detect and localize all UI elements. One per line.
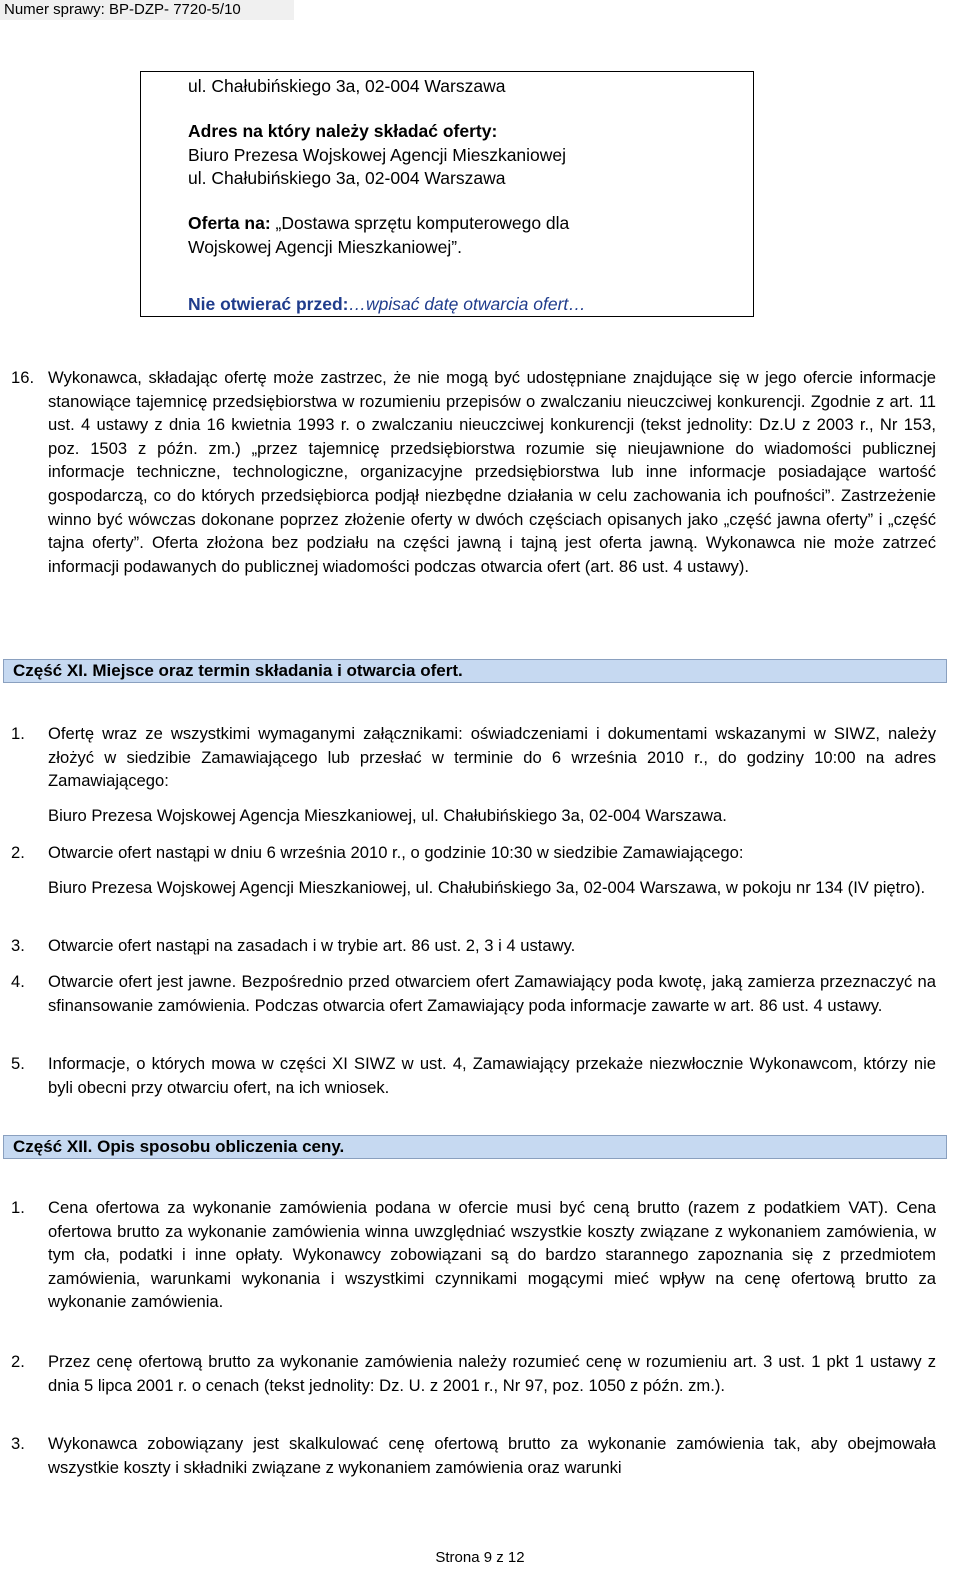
item-number: 2. xyxy=(11,843,25,862)
item-number: 3. xyxy=(11,936,25,955)
list-item: Ofertę wraz ze wszystkimi wymaganymi załącznikami: oświadczeniami i dokumentami wskazanymi w SIWZ, należy złożyć w siedzibie Zamawiającego lub przesłać w terminie do 6 września 2010 r., do godziny 10:00 na adres Zamawiającego: xyxy=(48,724,936,791)
item-number: 2. xyxy=(11,1352,25,1371)
list-item: Cena ofertowa za wykonanie zamówienia podana w ofercie musi być ceną brutto (razem z podatkiem VAT). Cena ofertowa brutto za wykonanie zamówienia winna uwzględniać wszystkie koszty związane z wykonaniem zamówienia, w tym cła, podatki i inne opłaty. Wykonawcy zobowiązani są do bardzo starannego zapoznania się z przedmiotem zamówienia, warunkami wykonania i wszystkimi czynnikami mogącymi mieć wpływ na cenę ofertową brutto za wykonanie zamówienia. xyxy=(48,1198,936,1312)
section-heading: Część XI. Miejsce oraz termin składania i otwarcia ofert. xyxy=(3,659,947,683)
clause-number: 16. xyxy=(11,368,35,387)
offers-address-label: Adres na który należy składać oferty: xyxy=(188,121,498,141)
offers-address-line: ul. Chałubińskiego 3a, 02-004 Warszawa xyxy=(188,168,506,188)
address-box xyxy=(140,71,754,317)
case-number: Numer sprawy: BP-DZP- 7720-5/10 xyxy=(4,1,241,18)
item-number: 1. xyxy=(11,1198,25,1217)
item-number: 5. xyxy=(11,1054,25,1073)
list-item: Przez cenę ofertową brutto za wykonanie zamówienia należy rozumieć cenę w rozumieniu art. 3 ust. 1 pkt 1 ustawy z dnia 5 lipca 2001 r. o cenach (tekst jednolity: Dz. U. z 2001 r., Nr 97, poz. 1050 z późn. zm.). xyxy=(48,1352,936,1395)
do-not-open-label: Nie otwierać przed: xyxy=(188,294,349,314)
page-number: Strona 9 z 12 xyxy=(435,1549,525,1566)
list-item-address: Biuro Prezesa Wojskowej Agencja Mieszkaniowej, ul. Chałubińskiego 3a, 02-004 Warszawa. xyxy=(48,806,727,825)
section-heading: Część XII. Opis sposobu obliczenia ceny. xyxy=(3,1135,947,1159)
list-item: Informacje, o których mowa w części XI SIWZ w ust. 4, Zamawiający przekaże niezwłocznie Wykonawcom, którzy nie byli obecni przy otwarciu ofert, na ich wniosek. xyxy=(48,1054,936,1097)
address-line: ul. Chałubińskiego 3a, 02-004 Warszawa xyxy=(188,76,506,96)
do-not-open-value: …wpisać datę otwarcia ofert… xyxy=(348,294,586,314)
item-number: 1. xyxy=(11,724,25,743)
list-item-address: Biuro Prezesa Wojskowej Agencji Mieszkaniowej, ul. Chałubińskiego 3a, 02-004 Warszawa, w pokoju nr 134 (IV piętro). xyxy=(48,878,926,897)
item-number: 3. xyxy=(11,1434,25,1453)
offer-for-value-cont: Wojskowej Agencji Mieszkaniowej”. xyxy=(188,237,462,257)
do-not-open xyxy=(188,294,586,315)
offers-address-line: Biuro Prezesa Wojskowej Agencji Mieszkaniowej xyxy=(188,145,567,165)
list-item: Otwarcie ofert nastąpi na zasadach i w trybie art. 86 ust. 2, 3 i 4 ustawy. xyxy=(48,936,576,955)
offer-for xyxy=(188,213,569,234)
list-item: Otwarcie ofert jest jawne. Bezpośrednio przed otwarciem ofert Zamawiający poda kwotę, jaką zamierza przeznaczyć na sfinansowanie zamówienia. Podczas otwarcia ofert Zamawiający poda informacje zawarte w art. 86 ust. 4 ustawy. xyxy=(48,972,936,1015)
clause-16-text: Wykonawca, składając ofertę może zastrzec, że nie mogą być udostępniane znajdujące się w jego ofercie informacje stanowiące tajemnicę przedsiębiorstwa w rozumieniu przepisów o zwalczaniu nieuczciwej konkurencji. Zgodnie z art. 11 ust. 4 ustawy z dnia 16 kwietnia 1993 r. o zwalczaniu nieuczciwej konkurencji (tekst jednolity: Dz.U z 2003 r., Nr 153, poz. 1503 z późn. zm.) „przez tajemnicę przedsiębiorstwa rozumie się nieujawnione do wiadomości publicznej informacje techniczne, technologiczne, organizacyjne przedsiębiorstwa lub inne informacje posiadające wartość gospodarczą, co do których przedsiębiorca podjął niezbędne działania w celu zachowania ich poufności”. Zastrzeżenie winno być wówczas dokonane poprzez złożenie oferty w dwóch częściach opisanych jako „część jawna oferty” i „część tajna oferty”. Oferta złożona bez podziału na części jawną i tajną jest oferta jawną. Wykonawca nie może zatrzeć informacji podawanych do publicznej wiadomości podczas otwarcia ofert (art. 86 ust. 4 ustawy). xyxy=(48,368,936,576)
document-header xyxy=(0,0,294,20)
list-item: Wykonawca zobowiązany jest skalkulować cenę ofertową brutto za wykonanie zamówienia tak, aby obejmowała wszystkie koszty i składniki związane z wykonaniem zamówienia oraz warunki xyxy=(48,1434,936,1477)
item-number: 4. xyxy=(11,972,25,991)
offer-for-value: „Dostawa sprzętu komputerowego dla xyxy=(275,213,570,233)
offer-for-label: Oferta na: xyxy=(188,213,271,233)
list-item: Otwarcie ofert nastąpi w dniu 6 września 2010 r., o godzinie 10:30 w siedzibie Zamawiającego: xyxy=(48,843,744,862)
